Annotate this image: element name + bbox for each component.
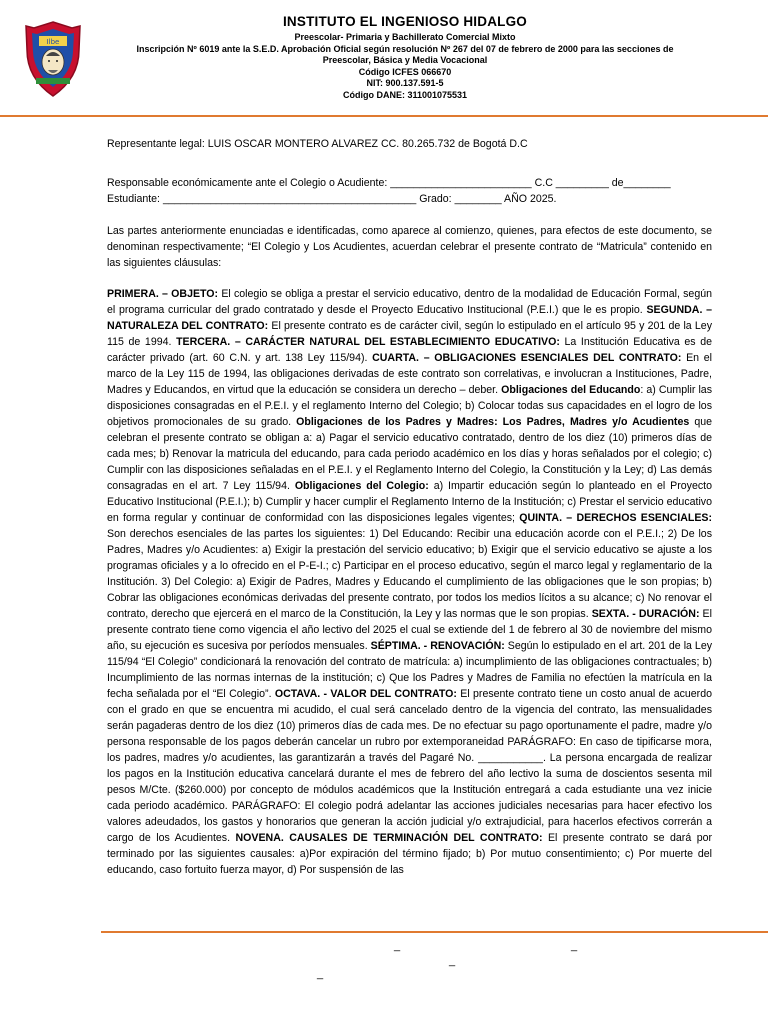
svg-text:Ilbe: Ilbe (46, 38, 60, 46)
footer-dash: _ (571, 940, 578, 952)
intro-paragraph: Las partes anteriormente enunciadas e identificadas, como aparece al comienzo, quienes, para efectos de este documento, se denominan respectivamente; “El Colegio y Los Acudientes, acuerdan celebrar el presente contrato de “Matricula” contenido en las siguientes cláusulas: (107, 225, 712, 269)
clause-text: El presente contrato se dará por terminado por las siguientes causales: a)Por expiración del término fijado; b) Por mutuo consentimiento; c) Por muerte del educando, caso fortuito fuerza mayor, d) Por suspensión de las (107, 832, 713, 876)
clause-text: a) Impartir educación según lo planteado en el Proyecto Educativo Institucional (P.E.I.); b) Cumplir y hacer cumplir el Reglamento Interno de la Institución; c) Prestar el servicio educativo en forma regular y continuar de conformidad con las disposiciones legales vigentes; (107, 480, 712, 524)
clause-heading: OCTAVA. - VALOR DEL CONTRATO: (274, 688, 457, 700)
letterhead (0, 0, 768, 118)
clause-heading: SEGUNDA. – NATURALEZA DEL CONTRATO: (107, 304, 712, 332)
clause-text: que celebran el presente contrato se obligan a: a) Pagar el servicio educativo contratado, dentro de los diez (10) primeros días de cada mes; b) Renovar la matricula del educando, para cada periodo académico en los días y horas señalados por el colegio; c) Cumplir con las disposiciones señaladas en el P.E.I. y el Reglamento Interno del Colegio, la Constitución y la Ley; d) Las demás consagradas en el art. 7 Ley 115/94. (107, 416, 712, 492)
clause-text: : a) Cumplir las disposiciones consagradas en el P.E.I. y el reglamento Interno del Colegio; b) Colocar todas sus capacidades en el logro de los objetivos promocionales de su grado. (107, 384, 712, 428)
student-line: Estudiante: ___________________________________________ Grado: ________ AÑO 2025. (107, 193, 557, 205)
header-line-dane: Código DANE: 311001075531 (342, 89, 468, 100)
clause-text: Son derechos esenciales de las partes los siguientes: 1) Del Educando: Recibir una educación acorde con el P.E.I.; 2) De los Padres, Madres y/o Acudientes: a) Exigir la prestación del servicio educativo; b) Exigir que el servicio educativo se ajuste a los programas oficiales y a lo ofrecido en el P-E-I.; c) Participar en el proceso educativo, según el marco legal y reglamentario de la Institución. 3) Del Colegio: a) Exigir de Padres, Madres y Educando el cumplimiento de las obligaciones que le son propias; b) Cobrar las obligaciones económicas derivadas del presente contrato, por todos los medios lícitos a su alcance; c) No renovar el contrato, derecho que ejercerá en el marco de la Constitución, la Ley y las normas que le son propias. (107, 528, 712, 620)
header-line-nit: NIT: 900.137.591-5 (366, 78, 444, 89)
clause-text: En el marco de la Ley 115 de 1994, las obligaciones derivadas de este contrato son correlativas, e involucran a Instituciones, Padre, Madres y Educandos, en virtud que la educación se considera un derecho – deber. (107, 352, 712, 396)
clause-text: El presente contrato tiene como vigencia el año lectivo del 2025 el cual se extiende del 1 de febrero al 30 de noviembre del mismo año, su ejecución es sucesiva por períodos mensuales. (107, 608, 712, 652)
contract-body (107, 136, 712, 878)
clause-heading: QUINTA. – DERECHOS ESENCIALES: (519, 512, 713, 524)
header-line-1: Preescolar- Primaria y Bachillerato Comercial Mixto (294, 32, 516, 42)
header-line-icfes: Código ICFES 066670 (358, 66, 452, 77)
footer-dash: _ (394, 940, 401, 952)
header-line-2: Inscripción Nº 6019 ante la S.E.D. Aprobación Oficial según resolución Nº 267 del 07 de febrero de 2000 para las secciones de (136, 43, 674, 54)
footer-dash: _ (317, 968, 324, 980)
clause-heading: Obligaciones del Educando (501, 384, 641, 396)
legal-representative: Representante legal: LUIS OSCAR MONTERO ALVAREZ CC. 80.265.732 de Bogotá D.C (107, 138, 528, 150)
school-crest-icon (22, 20, 84, 100)
header-line-3: Preescolar, Básica y Media Vocacional (322, 55, 488, 66)
header-rule (0, 115, 768, 117)
clause-heading: PRIMERA. – OBJETO: (107, 288, 219, 300)
clause-heading: TERCERA. – CARÁCTER NATURAL DEL ESTABLECIMIENTO EDUCATIVO: (176, 336, 560, 348)
footer-rule (101, 931, 768, 933)
clause-heading: Obligaciones de los Padres y Madres: Los Padres, Madres y/o Acudientes (296, 416, 690, 428)
clause-heading: CUARTA. – OBLIGACIONES ESENCIALES DEL CONTRATO: (372, 352, 682, 364)
institution-title: INSTITUTO EL INGENIOSO HIDALGO (282, 14, 528, 29)
clause-text: El colegio se obliga a prestar el servicio educativo, dentro de la modalidad de Educación Formal, según el programa curricular del grado contratado y desde el Proyecto Educativo Institucional (P.E.I.) que le es propio. (107, 288, 712, 316)
clause-heading: SÉPTIMA. - RENOVACIÓN: (370, 640, 505, 652)
clause-text: El presente contrato tiene un costo anual de acuerdo con el grado en que se encuentra mi acudido, el cual será cancelado dentro de la vigencia del contrato, las mensualidades serán pagaderas dentro de los diez (10) primeros días de cada mes. De no efectuar su pago oportunamente el padre, madre y/o persona responsable de los pagos deberán cancelar un rubro por extemporaneidad PARÁGRAFO: En caso de tipificarse mora, los padres, madres y/o acudientes, las garantizarán a través del Pagaré No. ___________. La persona encargada de realizar los pagos en la Institución educativa cancelará durante el mes de febrero del año lectivo la suma de doscientos sesenta mil pesos M/Cte. ($260.000) por concepto de módulos académicos que la Institución entregará a cada estudiante una vez inicie cada periodo académico. PARÁGRAFO: El colegio podrá adelantar las acciones judiciales necesarias para hacer efectivo los valores adeudados, los gastos y honorarios que generan la acción judicial y/o extrajudicial, para hacerlos efectivos correrán a cargo de los Acudientes. (107, 688, 712, 844)
responsible-line: Responsable económicamente ante el Colegio o Acudiente: ________________________ C.C _________ de________ (107, 177, 671, 189)
clause-text: Según lo estipulado en el art. 201 de la Ley 115/94 “El Colegio” condicionará la renovación del contrato de matrícula: a) incumplimiento de las obligaciones contractuales; b) Incumplimiento de las normas internas de la institución; c) Que los Padres y Madres de Familia no efectúen la matrícula en la fecha señalada por el “El Colegio”. (107, 640, 713, 700)
footer-dash: _ (449, 955, 456, 967)
letterhead-text (90, 14, 720, 102)
clause-text: El presente contrato es de carácter civil, según lo estipulado en el artículo 95 y 201 de la Ley 115 de 1994. (107, 320, 712, 348)
clause-text: La Institución Educativa es de carácter privado (art. 60 C.N. y art. 138 Ley 115/94). (107, 336, 712, 364)
clauses-paragraph (107, 286, 712, 878)
clause-heading: SEXTA. - DURACIÓN: (591, 608, 700, 620)
clause-heading: Obligaciones del Colegio: (294, 480, 429, 492)
clause-heading: NOVENA. CAUSALES DE TERMINACIÓN DEL CONTRATO: (235, 832, 543, 844)
